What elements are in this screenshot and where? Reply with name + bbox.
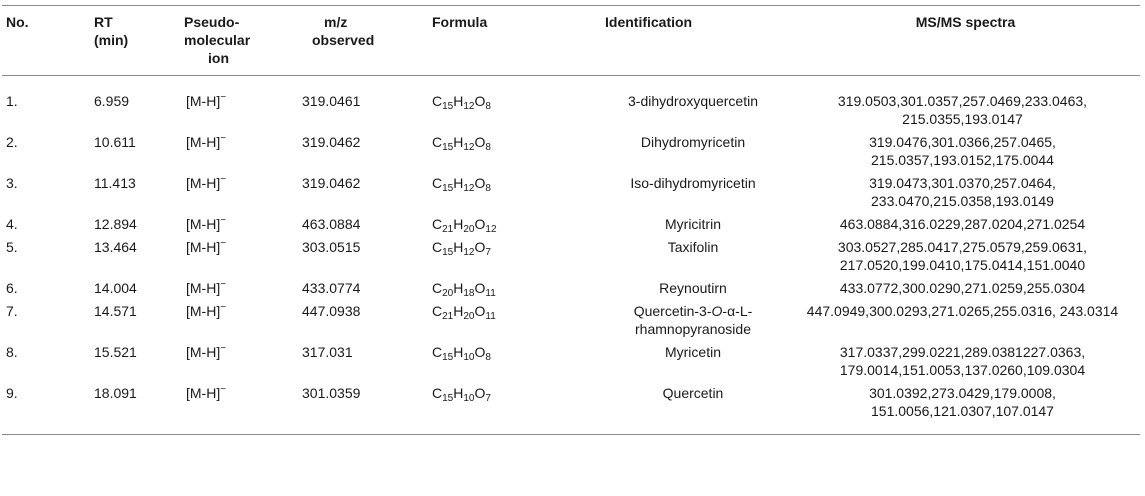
formula-element: O <box>474 303 486 319</box>
formula-element: C <box>432 303 443 319</box>
cell-formula <box>432 76 595 132</box>
identification-line <box>595 302 791 320</box>
header-mz-line: m/z <box>324 14 348 30</box>
cell-ms-spectra <box>791 236 1140 277</box>
formula-subscript: 12 <box>485 224 497 235</box>
identification-line: Dihydromyricetin <box>640 134 746 150</box>
identification-line: Iso-dihydromyricetin <box>630 175 756 191</box>
formula-element: C <box>432 134 443 150</box>
cell-formula <box>432 300 595 341</box>
formula-element: C <box>432 93 443 109</box>
cell-ion <box>184 300 294 341</box>
cell-formula <box>432 131 595 172</box>
ion-base: [M-H] <box>186 385 221 401</box>
formula-element: H <box>453 216 464 232</box>
cell-mz: 317.031 <box>302 344 353 360</box>
ms-spectra-line: 301.0392,273.0429,179.0008, <box>869 385 1056 401</box>
header-rt <box>94 6 184 76</box>
ms-spectra-line: 319.0503,301.0357,257.0469,233.0463, <box>837 93 1088 109</box>
identification-line: Reynoutirn <box>659 280 727 296</box>
ms-spectra-line: 233.0470,215.0358,193.0149 <box>871 193 1054 209</box>
ms-spectra-line: 319.0473,301.0370,257.0464, <box>869 175 1056 191</box>
formula-subscript: 11 <box>485 288 496 299</box>
cell-ms-spectra <box>791 382 1140 435</box>
cell-mz: 301.0359 <box>302 385 361 401</box>
cell-ion <box>184 341 294 382</box>
formula-subscript: 20 <box>463 311 475 322</box>
formula-subscript: 15 <box>442 142 454 153</box>
formula-subscript: 10 <box>463 352 475 363</box>
compound-table <box>2 5 1140 435</box>
cell-formula <box>432 213 595 236</box>
header-rt-line: (min) <box>94 32 129 48</box>
cell-rt: 12.894 <box>94 216 137 232</box>
cell-ms-spectra <box>791 172 1140 213</box>
formula-element: O <box>474 175 486 191</box>
ms-spectra-line: 463.0884,316.0229,287.0204,271.0254 <box>839 216 1086 232</box>
formula-subscript: 12 <box>463 183 475 194</box>
identification-part: Quercetin-3- <box>633 303 712 319</box>
formula-subscript: 8 <box>485 142 491 153</box>
formula-subscript: 20 <box>442 288 454 299</box>
formula-element: H <box>453 385 464 401</box>
ion-charge: − <box>220 302 227 313</box>
formula-element: C <box>432 344 443 360</box>
ms-spectra-line: 217.0520,199.0410,175.0414,151.0040 <box>839 257 1086 273</box>
ion-charge: − <box>220 92 227 103</box>
cell-identification <box>595 131 791 172</box>
ms-spectra-line: 179.0014,151.0053,137.0260,109.0304 <box>839 362 1086 378</box>
ms-spectra-line: 303.0527,285.0417,275.0579,259.0631, <box>837 239 1088 255</box>
cell-no: 1. <box>6 93 18 109</box>
formula-element: O <box>474 134 486 150</box>
cell-formula <box>432 236 595 277</box>
identification-line: 3-dihydroxyquercetin <box>628 93 758 109</box>
cell-rt: 13.464 <box>94 239 137 255</box>
header-mz <box>294 6 432 76</box>
header-rt-line: RT <box>94 14 113 30</box>
formula-subscript: 7 <box>485 247 491 258</box>
cell-identification <box>595 76 791 132</box>
cell-ms-spectra <box>791 213 1140 236</box>
header-ms-spectra: MS/MS spectra <box>915 14 1016 30</box>
formula-element: H <box>453 175 464 191</box>
ion-charge: − <box>220 174 227 185</box>
cell-formula <box>432 382 595 435</box>
formula-element: H <box>453 93 464 109</box>
cell-ms-spectra <box>791 131 1140 172</box>
formula-element: O <box>474 385 486 401</box>
formula-element: C <box>432 175 443 191</box>
cell-formula <box>432 277 595 300</box>
cell-no: 5. <box>6 239 18 255</box>
ion-base: [M-H] <box>186 216 221 232</box>
formula-subscript: 15 <box>442 247 454 258</box>
formula-element: C <box>432 216 443 232</box>
cell-identification <box>595 300 791 341</box>
header-mz-line: observed <box>312 32 375 48</box>
cell-no: 2. <box>6 134 18 150</box>
header-formula: Formula <box>432 14 488 30</box>
ion-charge: − <box>220 279 227 290</box>
ion-base: [M-H] <box>186 344 221 360</box>
cell-identification <box>595 213 791 236</box>
ms-spectra-line: 215.0357,193.0152,175.0044 <box>871 152 1054 168</box>
formula-element: O <box>474 280 486 296</box>
formula-subscript: 11 <box>485 311 496 322</box>
formula-element: H <box>453 239 464 255</box>
table-header-row <box>2 6 1140 76</box>
ion-charge: − <box>220 133 227 144</box>
ion-base: [M-H] <box>186 303 221 319</box>
cell-ion <box>184 382 294 435</box>
formula-element: C <box>432 239 443 255</box>
cell-rt: 15.521 <box>94 344 137 360</box>
table-body <box>2 76 1140 435</box>
formula-subscript: 10 <box>463 393 475 404</box>
identification-line: Myricetin <box>664 344 721 360</box>
table-row <box>2 76 1140 132</box>
cell-identification <box>595 236 791 277</box>
cell-ion <box>184 76 294 132</box>
identification-part: O <box>711 303 723 319</box>
table-row <box>2 382 1140 435</box>
header-ion <box>184 6 294 76</box>
cell-mz: 319.0461 <box>302 93 361 109</box>
formula-subscript: 8 <box>485 101 491 112</box>
cell-ms-spectra <box>791 300 1140 341</box>
formula-element: O <box>474 93 486 109</box>
cell-rt: 11.413 <box>94 175 136 191</box>
cell-ion <box>184 277 294 300</box>
table-row <box>2 131 1140 172</box>
cell-ion <box>184 172 294 213</box>
cell-identification <box>595 382 791 435</box>
identification-line: Myricitrin <box>665 216 721 232</box>
cell-mz: 319.0462 <box>302 175 361 191</box>
cell-identification <box>595 341 791 382</box>
formula-subscript: 15 <box>442 101 454 112</box>
table-row <box>2 300 1140 341</box>
cell-no: 4. <box>6 216 18 232</box>
ion-base: [M-H] <box>186 239 221 255</box>
formula-element: H <box>453 303 464 319</box>
table-row <box>2 213 1140 236</box>
ion-base: [M-H] <box>186 280 221 296</box>
cell-rt: 6.959 <box>94 93 130 109</box>
formula-subscript: 21 <box>442 224 454 235</box>
formula-element: O <box>474 239 486 255</box>
cell-mz: 447.0938 <box>302 303 361 319</box>
cell-ion <box>184 213 294 236</box>
cell-no: 7. <box>6 303 18 319</box>
ion-charge: − <box>220 343 227 354</box>
ms-spectra-line: 447.0949,300.0293,271.0265,255.0316, 243.0314 <box>806 303 1119 319</box>
formula-subscript: 8 <box>485 183 491 194</box>
identification-part: -α-L- <box>722 303 753 319</box>
cell-ms-spectra <box>791 76 1140 132</box>
identification-line: Quercetin <box>662 385 724 401</box>
cell-formula <box>432 172 595 213</box>
formula-subscript: 15 <box>442 183 454 194</box>
cell-identification <box>595 172 791 213</box>
formula-subscript: 12 <box>463 142 475 153</box>
cell-mz: 303.0515 <box>302 239 361 255</box>
ion-charge: − <box>220 384 227 395</box>
header-ion-line: molecular <box>184 32 251 48</box>
cell-rt: 14.004 <box>94 280 137 296</box>
cell-no: 8. <box>6 344 18 360</box>
formula-subscript: 8 <box>485 352 491 363</box>
formula-subscript: 20 <box>463 224 475 235</box>
ion-charge: − <box>220 238 227 249</box>
formula-subscript: 15 <box>442 352 454 363</box>
formula-subscript: 12 <box>463 247 475 258</box>
ms-spectra-line: 319.0476,301.0366,257.0465, <box>869 134 1056 150</box>
identification-line: rhamnopyranoside <box>635 321 751 337</box>
formula-element: O <box>474 216 486 232</box>
cell-formula <box>432 341 595 382</box>
cell-ion <box>184 131 294 172</box>
formula-element: H <box>453 134 464 150</box>
formula-subscript: 18 <box>463 288 475 299</box>
formula-subscript: 7 <box>485 393 491 404</box>
cell-ms-spectra <box>791 277 1140 300</box>
formula-element: H <box>453 280 464 296</box>
cell-rt: 18.091 <box>94 385 137 401</box>
cell-rt: 14.571 <box>94 303 137 319</box>
cell-mz: 433.0774 <box>302 280 361 296</box>
table-row <box>2 236 1140 277</box>
ion-base: [M-H] <box>186 134 221 150</box>
cell-ms-spectra <box>791 341 1140 382</box>
table-row <box>2 277 1140 300</box>
header-ion-line: Pseudo- <box>184 14 240 30</box>
cell-mz: 319.0462 <box>302 134 361 150</box>
ms-spectra-line: 215.0355,193.0147 <box>902 111 1023 127</box>
cell-no: 6. <box>6 280 18 296</box>
formula-subscript: 15 <box>442 393 454 404</box>
header-no: No. <box>6 14 29 30</box>
cell-identification <box>595 277 791 300</box>
cell-no: 3. <box>6 175 18 191</box>
header-identification: Identification <box>605 14 693 30</box>
ion-base: [M-H] <box>186 93 221 109</box>
identification-line: Taxifolin <box>667 239 719 255</box>
table-row <box>2 172 1140 213</box>
cell-mz: 463.0884 <box>302 216 361 232</box>
formula-element: O <box>474 344 486 360</box>
ion-charge: − <box>220 215 227 226</box>
cell-rt: 10.611 <box>94 134 136 150</box>
formula-element: H <box>453 344 464 360</box>
table-row <box>2 341 1140 382</box>
formula-element: C <box>432 280 443 296</box>
ms-spectra-line: 151.0056,121.0307,107.0147 <box>871 403 1054 419</box>
formula-subscript: 12 <box>463 101 475 112</box>
cell-ion <box>184 236 294 277</box>
formula-element: C <box>432 385 443 401</box>
ms-spectra-line: 433.0772,300.0290,271.0259,255.0304 <box>839 280 1086 296</box>
ms-spectra-line: 317.0337,299.0221,289.0381227.0363, <box>839 344 1086 360</box>
header-ion-line: ion <box>208 50 229 66</box>
cell-no: 9. <box>6 385 18 401</box>
ion-base: [M-H] <box>186 175 221 191</box>
formula-subscript: 21 <box>442 311 454 322</box>
